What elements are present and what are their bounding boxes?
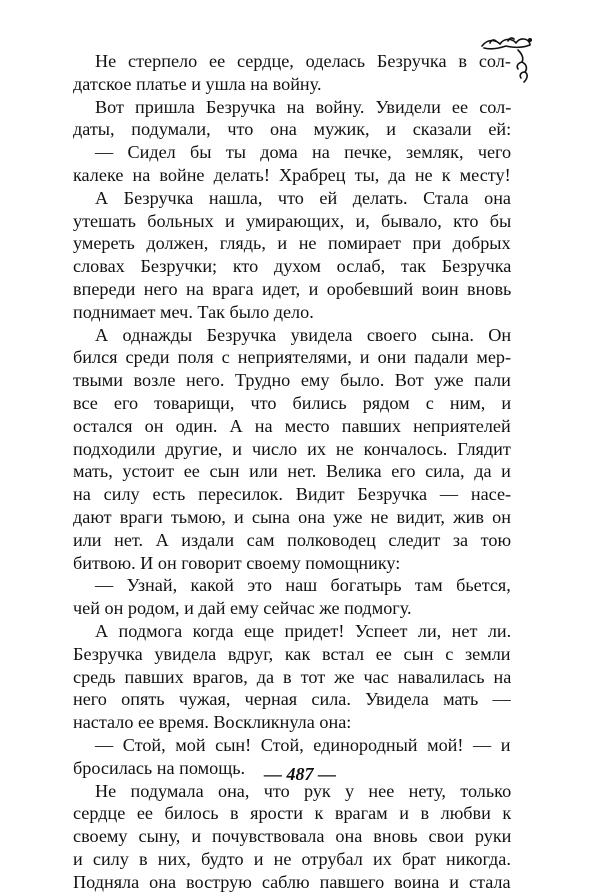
text-line: словах Безручки; кто духом ослаб, так Безручка xyxy=(73,256,512,277)
text-line: впереди него на врага идет, и оробевший воин вновь xyxy=(73,278,512,299)
text-line: Вот пришла Безручка на войну. Увидели ее сол- xyxy=(95,96,512,117)
text-line: — Узнай, какой это наш богатырь там бьется, xyxy=(95,575,511,596)
text-line: него опять чужая, черная сила. Увидела мать — xyxy=(73,689,511,710)
text-line: чей он родом, и дай ему сейчас же подмогу. xyxy=(73,598,412,619)
text-line: средь павших врагов, да в тот же час навалилась на xyxy=(73,666,512,687)
text-line: — Стой, мой сын! Стой, единородный мой! — и xyxy=(95,734,511,755)
text-line: сердце ее билось в ярости к врагам и в любви к xyxy=(73,803,512,824)
text-line: твыми возле него. Трудно ему было. Вот уже пали xyxy=(73,370,511,391)
text-line: утешать больных и умирающих, и, бывало, кто бы xyxy=(73,210,512,231)
text-line: А подмога когда еще придет! Успеет ли, нет ли. xyxy=(95,620,512,641)
text-line: и силу в них, будто и не отрубал их брат никогда. xyxy=(73,848,511,869)
text-line: Подняла она вострую саблю павшего воина и стала xyxy=(73,871,511,892)
text-line: А однажды Безручка увидела своего сына. Он xyxy=(95,324,512,345)
text-line: даты, подумали, что она мужик, и сказали ей: xyxy=(73,119,512,140)
text-line: битвою. И он говорит своему помощнику: xyxy=(73,552,401,573)
page-number: — 487 — xyxy=(264,764,336,784)
text-line: умереть должен, глядь, и не помирает при добрых xyxy=(73,233,511,254)
text-line: остался он один. А на место павших неприятелей xyxy=(73,415,511,436)
text-line: мать, устоит ее сын или нет. Велика его сила, да и xyxy=(73,461,511,482)
text-line: настало ее время. Воскликнула она: xyxy=(73,712,352,733)
text-line: — Сидел бы ты дома на печке, земляк, чего xyxy=(95,142,512,163)
text-line: Безручка увидела вдруг, как встал ее сын с земли xyxy=(73,643,511,664)
text-line: Не подумала она, что рук у нее нету, только xyxy=(95,780,512,801)
text-line: калеке на войне делать! Храбрец ты, да не к месту! xyxy=(73,164,511,185)
text-line: все его товарищи, что бились рядом с ним, и xyxy=(73,392,512,413)
text-line: или нет. А издали сам полководец следит за тою xyxy=(73,529,512,550)
text-line: датское платье и ушла на войну. xyxy=(73,73,322,94)
text-line: подходили другие, и число их не кончалось. Глядит xyxy=(73,438,511,459)
text-line: бросилась на помощь. xyxy=(73,757,246,778)
text-line: Не стерпело ее сердце, оделась Безручка в сол- xyxy=(95,51,511,71)
text-line: на силу есть пересилок. Видит Безручка — насе- xyxy=(73,484,512,505)
text-line: А Безручка нашла, что ей делать. Стала она xyxy=(95,187,512,208)
text-line: дают враги тьмою, и сына она уже не видит, жив он xyxy=(73,506,511,527)
text-line: бился среди поля с неприятелями, и они падали мер- xyxy=(73,347,512,368)
text-line: поднимает меч. Так было дело. xyxy=(73,301,314,322)
text-line: своему сыну, и почувствовала она вновь свои руки xyxy=(73,826,512,847)
